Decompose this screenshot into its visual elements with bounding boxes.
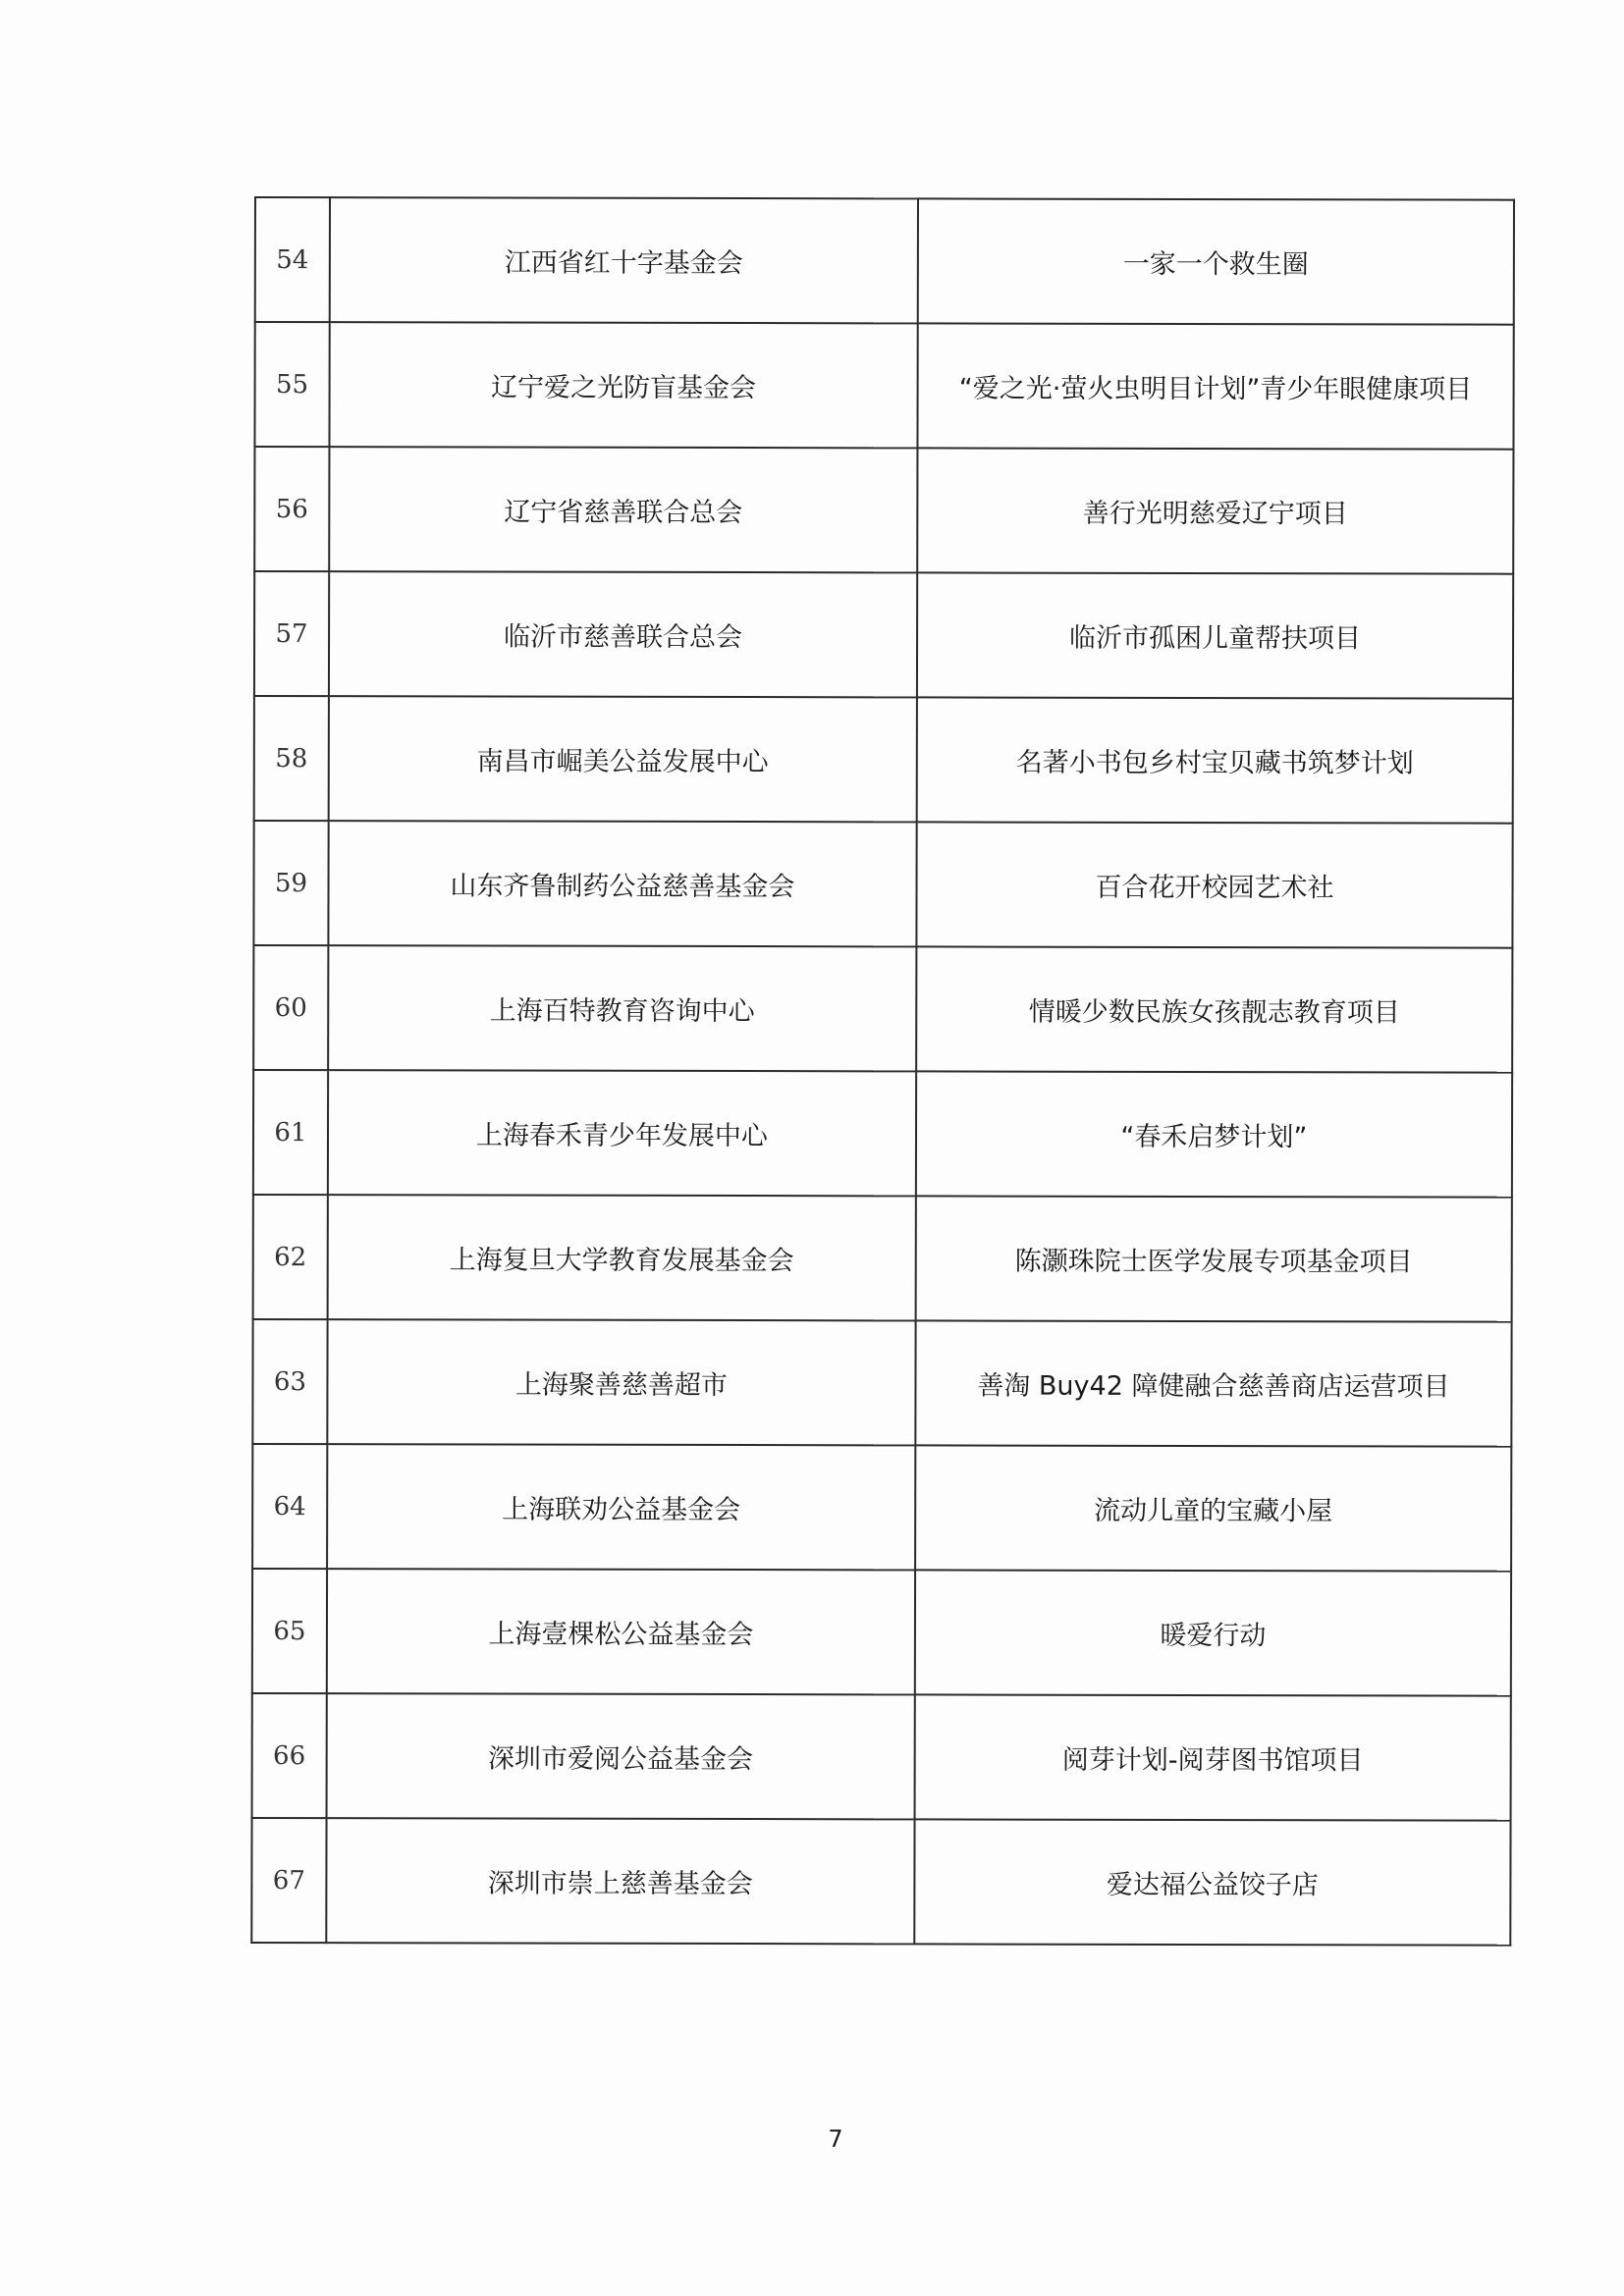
organization-name: 辽宁爱之光防盲基金会 bbox=[329, 322, 917, 448]
row-number: 66 bbox=[252, 1693, 327, 1818]
organization-name: 辽宁省慈善联合总会 bbox=[329, 447, 917, 572]
organization-name: 上海春禾青少年发展中心 bbox=[328, 1070, 916, 1196]
project-name: 临沂市孤困儿童帮扶项目 bbox=[917, 572, 1513, 698]
page-number: 7 bbox=[828, 2125, 843, 2153]
project-name: 暖爱行动 bbox=[915, 1570, 1511, 1695]
table-row bbox=[253, 1195, 1512, 1322]
organization-name: 深圳市爱阅公益基金会 bbox=[326, 1693, 914, 1819]
project-name: 一家一个救生圈 bbox=[918, 198, 1514, 324]
organization-name: 山东齐鲁制药公益慈善基金会 bbox=[328, 821, 916, 946]
row-number: 65 bbox=[252, 1569, 327, 1693]
table-row bbox=[252, 1693, 1511, 1821]
project-name: 陈灏珠院士医学发展专项基金项目 bbox=[916, 1196, 1512, 1321]
row-number: 62 bbox=[253, 1195, 328, 1319]
table-row bbox=[254, 571, 1513, 699]
row-number: 67 bbox=[251, 1818, 326, 1943]
row-number: 58 bbox=[254, 696, 329, 821]
organization-name: 临沂市慈善联合总会 bbox=[329, 571, 917, 697]
table-row bbox=[252, 1319, 1511, 1447]
organization-name: 上海复旦大学教育发展基金会 bbox=[328, 1195, 916, 1320]
project-name: 百合花开校园艺术社 bbox=[916, 822, 1512, 947]
organization-name: 上海联劝公益基金会 bbox=[327, 1444, 915, 1570]
project-name: 情暖少数民族女孩靓志教育项目 bbox=[916, 946, 1512, 1072]
table-row bbox=[254, 447, 1513, 574]
project-name: “春禾启梦计划” bbox=[916, 1071, 1512, 1197]
organization-name: 上海聚善慈善超市 bbox=[327, 1319, 915, 1445]
project-name: “爱之光·萤火虫明目计划”青少年眼健康项目 bbox=[917, 323, 1513, 449]
project-name: 爱达福公益饺子店 bbox=[914, 1819, 1510, 1945]
project-name: 流动儿童的宝藏小屋 bbox=[915, 1445, 1511, 1571]
organization-name: 上海壹棵松公益基金会 bbox=[327, 1569, 915, 1694]
table-row bbox=[253, 1070, 1512, 1198]
table-row bbox=[253, 945, 1512, 1073]
table-row bbox=[254, 322, 1513, 450]
row-number: 60 bbox=[253, 945, 328, 1070]
organization-name: 上海百特教育咨询中心 bbox=[328, 945, 916, 1071]
organization-name: 深圳市崇上慈善基金会 bbox=[326, 1818, 914, 1944]
table-row bbox=[252, 1569, 1511, 1696]
row-number: 63 bbox=[252, 1319, 327, 1444]
project-name: 阅芽计划-阅芽图书馆项目 bbox=[914, 1694, 1510, 1820]
row-number: 56 bbox=[254, 447, 329, 571]
table-row bbox=[252, 1444, 1511, 1572]
row-number: 57 bbox=[254, 571, 329, 696]
project-name: 名著小书包乡村宝贝藏书筑梦计划 bbox=[917, 697, 1513, 823]
row-number: 55 bbox=[254, 322, 329, 447]
charity-project-table bbox=[250, 196, 1515, 1947]
organization-name: 南昌市崛美公益发展中心 bbox=[329, 696, 917, 822]
project-name: 善淘 Buy42 障健融合慈善商店运营项目 bbox=[915, 1320, 1511, 1446]
table-row bbox=[251, 1818, 1510, 1946]
row-number: 59 bbox=[253, 821, 328, 945]
row-number: 54 bbox=[255, 197, 330, 322]
row-number: 61 bbox=[253, 1070, 328, 1195]
project-name: 善行光明慈爱辽宁项目 bbox=[917, 448, 1513, 573]
row-number: 64 bbox=[252, 1444, 327, 1569]
organization-name: 江西省红十字基金会 bbox=[330, 197, 918, 323]
table-row bbox=[254, 696, 1513, 824]
table-row bbox=[253, 821, 1512, 948]
table-row bbox=[255, 197, 1514, 325]
